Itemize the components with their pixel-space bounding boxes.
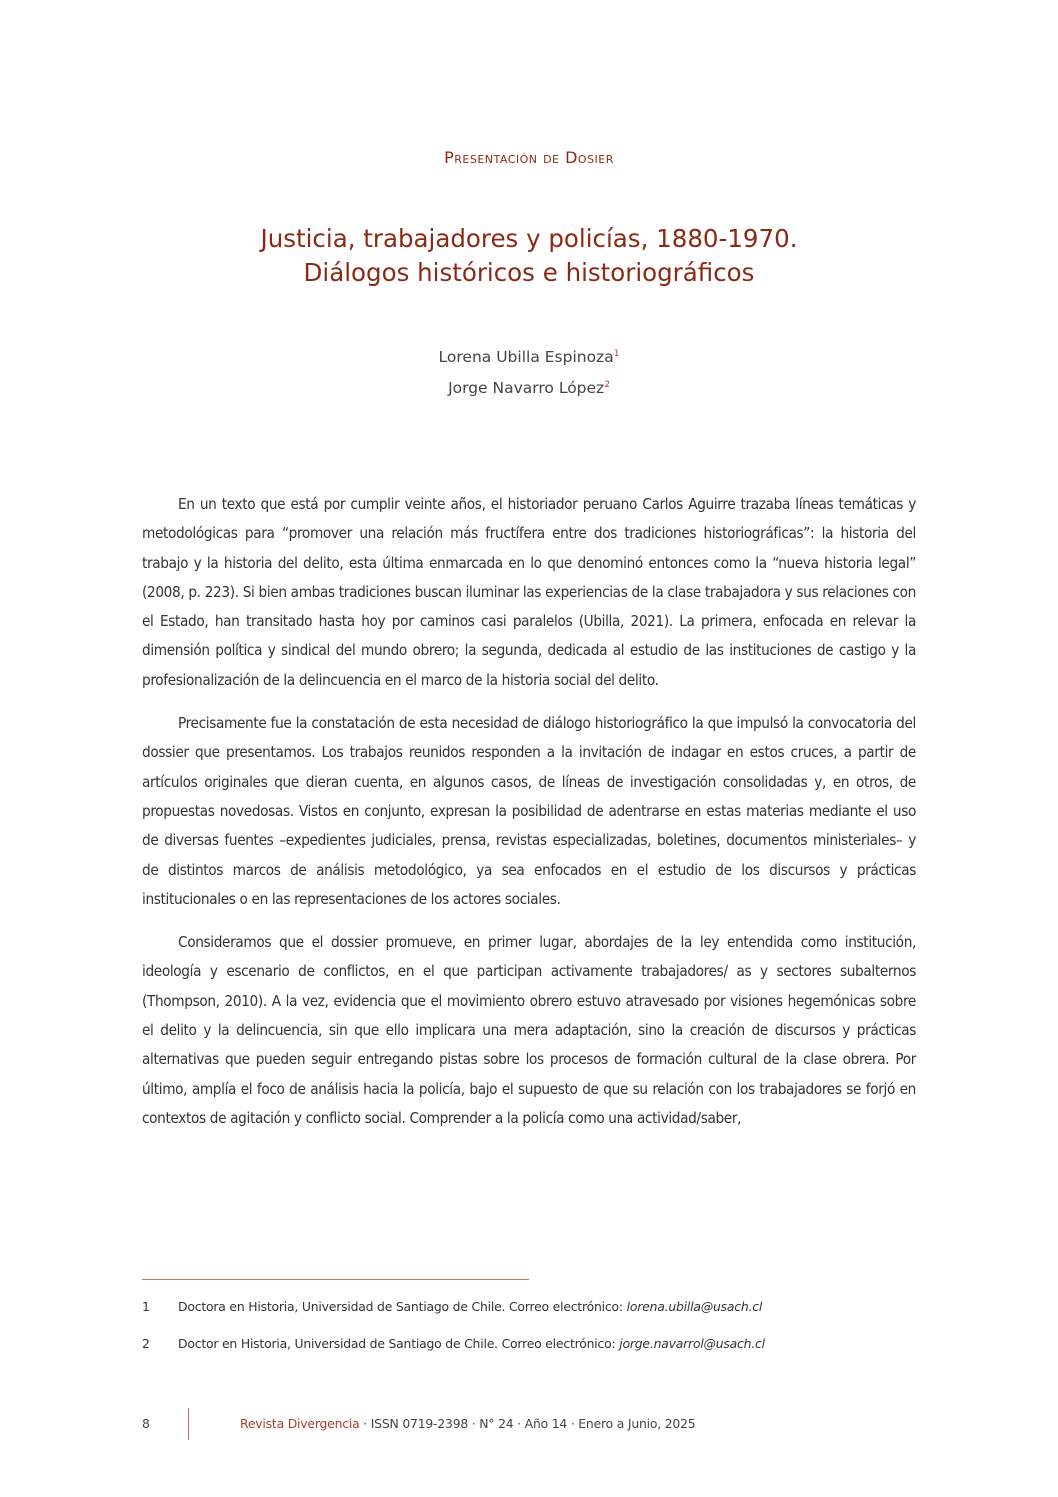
footnote-text: Doctora en Historia, Universidad de Santiago de Chile. Correo electrónico: (178, 1299, 627, 1314)
footnote-number: 1 (142, 1299, 150, 1314)
footnote (142, 1336, 922, 1351)
section-label: Presentación de Dosier (444, 148, 614, 167)
paragraph: En un texto que está por cumplir veinte años, el historiador peruano Carlos Aguirre trazaba líneas temáticas y metodológicas para “promover una relación más fructífera entre dos tradiciones historiográficas”: la historia del trabajo y la historia del delito, esta última enmarcada en lo que denominó entonces como la “nueva historia legal” (2008, p. 223). Si bien ambas tradiciones buscan iluminar las experiencias de la clase trabajadora y sus relaciones con el Estado, han transitado hasta hoy por caminos casi paralelos (Ubilla, 2021). La primera, enfocada en relevar la dimensión política y sindical del mundo obrero; la segunda, dedicada al estudio de las instituciones de castigo y la profesionalización de la delincuencia en el marco de la historia social del delito. (142, 495, 916, 689)
footnote-text: Doctor en Historia, Universidad de Santiago de Chile. Correo electrónico: (178, 1336, 620, 1351)
footer-citation (240, 1416, 695, 1431)
title-line-2: Diálogos históricos e historiográficos (303, 258, 755, 287)
paragraph: Consideramos que el dossier promueve, en primer lugar, abordajes de la ley entendida como institución, ideología y escenario de conflictos, en el que participan activamente trabajadores/ as y sectores subalternos (Thompson, 2010). A la vez, evidencia que el movimiento obrero estuvo atravesado por visiones hegemónicas sobre el delito y la delincuencia, sin que ello implicara una mera adaptación, sino la creación de discursos y prácticas alternativas que pueden seguir entregando pistas sobre los procesos de formación cultural de la clase obrera. Por último, amplía el foco de análisis hacia la policía, bajo el supuesto de que su relación con los trabajadores se forjó en contextos de agitación y conflicto social. Comprender a la policía como una actividad/saber, (142, 933, 916, 1127)
footnote-divider (142, 1279, 529, 1280)
footnote-ref[interactable]: 1 (613, 349, 620, 359)
article-body (142, 490, 916, 1147)
author-name: Lorena Ubilla Espinoza (438, 348, 614, 366)
author-list (0, 340, 1058, 402)
journal-name: Revista Divergencia (240, 1416, 360, 1431)
footnote (142, 1299, 922, 1314)
footnote-ref[interactable]: 2 (604, 380, 610, 390)
author (0, 371, 1058, 402)
footer-divider (188, 1408, 189, 1440)
paragraph: Precisamente fue la constatación de esta necesidad de diálogo historiográfico la que impulsó la convocatoria del dossier que presentamos. Los trabajos reunidos responden a la invitación de indagar en estos cruces, a partir de artículos originales que dieran cuenta, en algunos casos, de líneas de investigación consolidadas y, en otros, de propuestas novedosas. Vistos en conjunto, expresan la posibilidad de adentrarse en estas materias mediante el uso de diversas fuentes –expedientes judiciales, prensa, revistas especializadas, boletines, documentos ministeriales– y de distintos marcos de análisis metodológico, ya sea enfocados en el estudio de los discursos y prácticas institucionales o en las representaciones de los actores sociales. (142, 714, 916, 908)
footnote-email[interactable]: lorena.ubilla@usach.cl (626, 1299, 763, 1314)
page-number: 8 (142, 1416, 150, 1431)
footnote-email[interactable]: jorge.navarrol@usach.cl (619, 1336, 765, 1351)
title-line-1: Justicia, trabajadores y policías, 1880-1970. (260, 224, 798, 253)
author (0, 340, 1058, 371)
author-name: Jorge Navarro López (448, 379, 605, 397)
journal-details: · ISSN 0719-2398 · N° 24 · Año 14 · Enero a Junio, 2025 (359, 1416, 696, 1431)
footnote-number: 2 (142, 1336, 150, 1351)
article-title (0, 222, 1058, 290)
